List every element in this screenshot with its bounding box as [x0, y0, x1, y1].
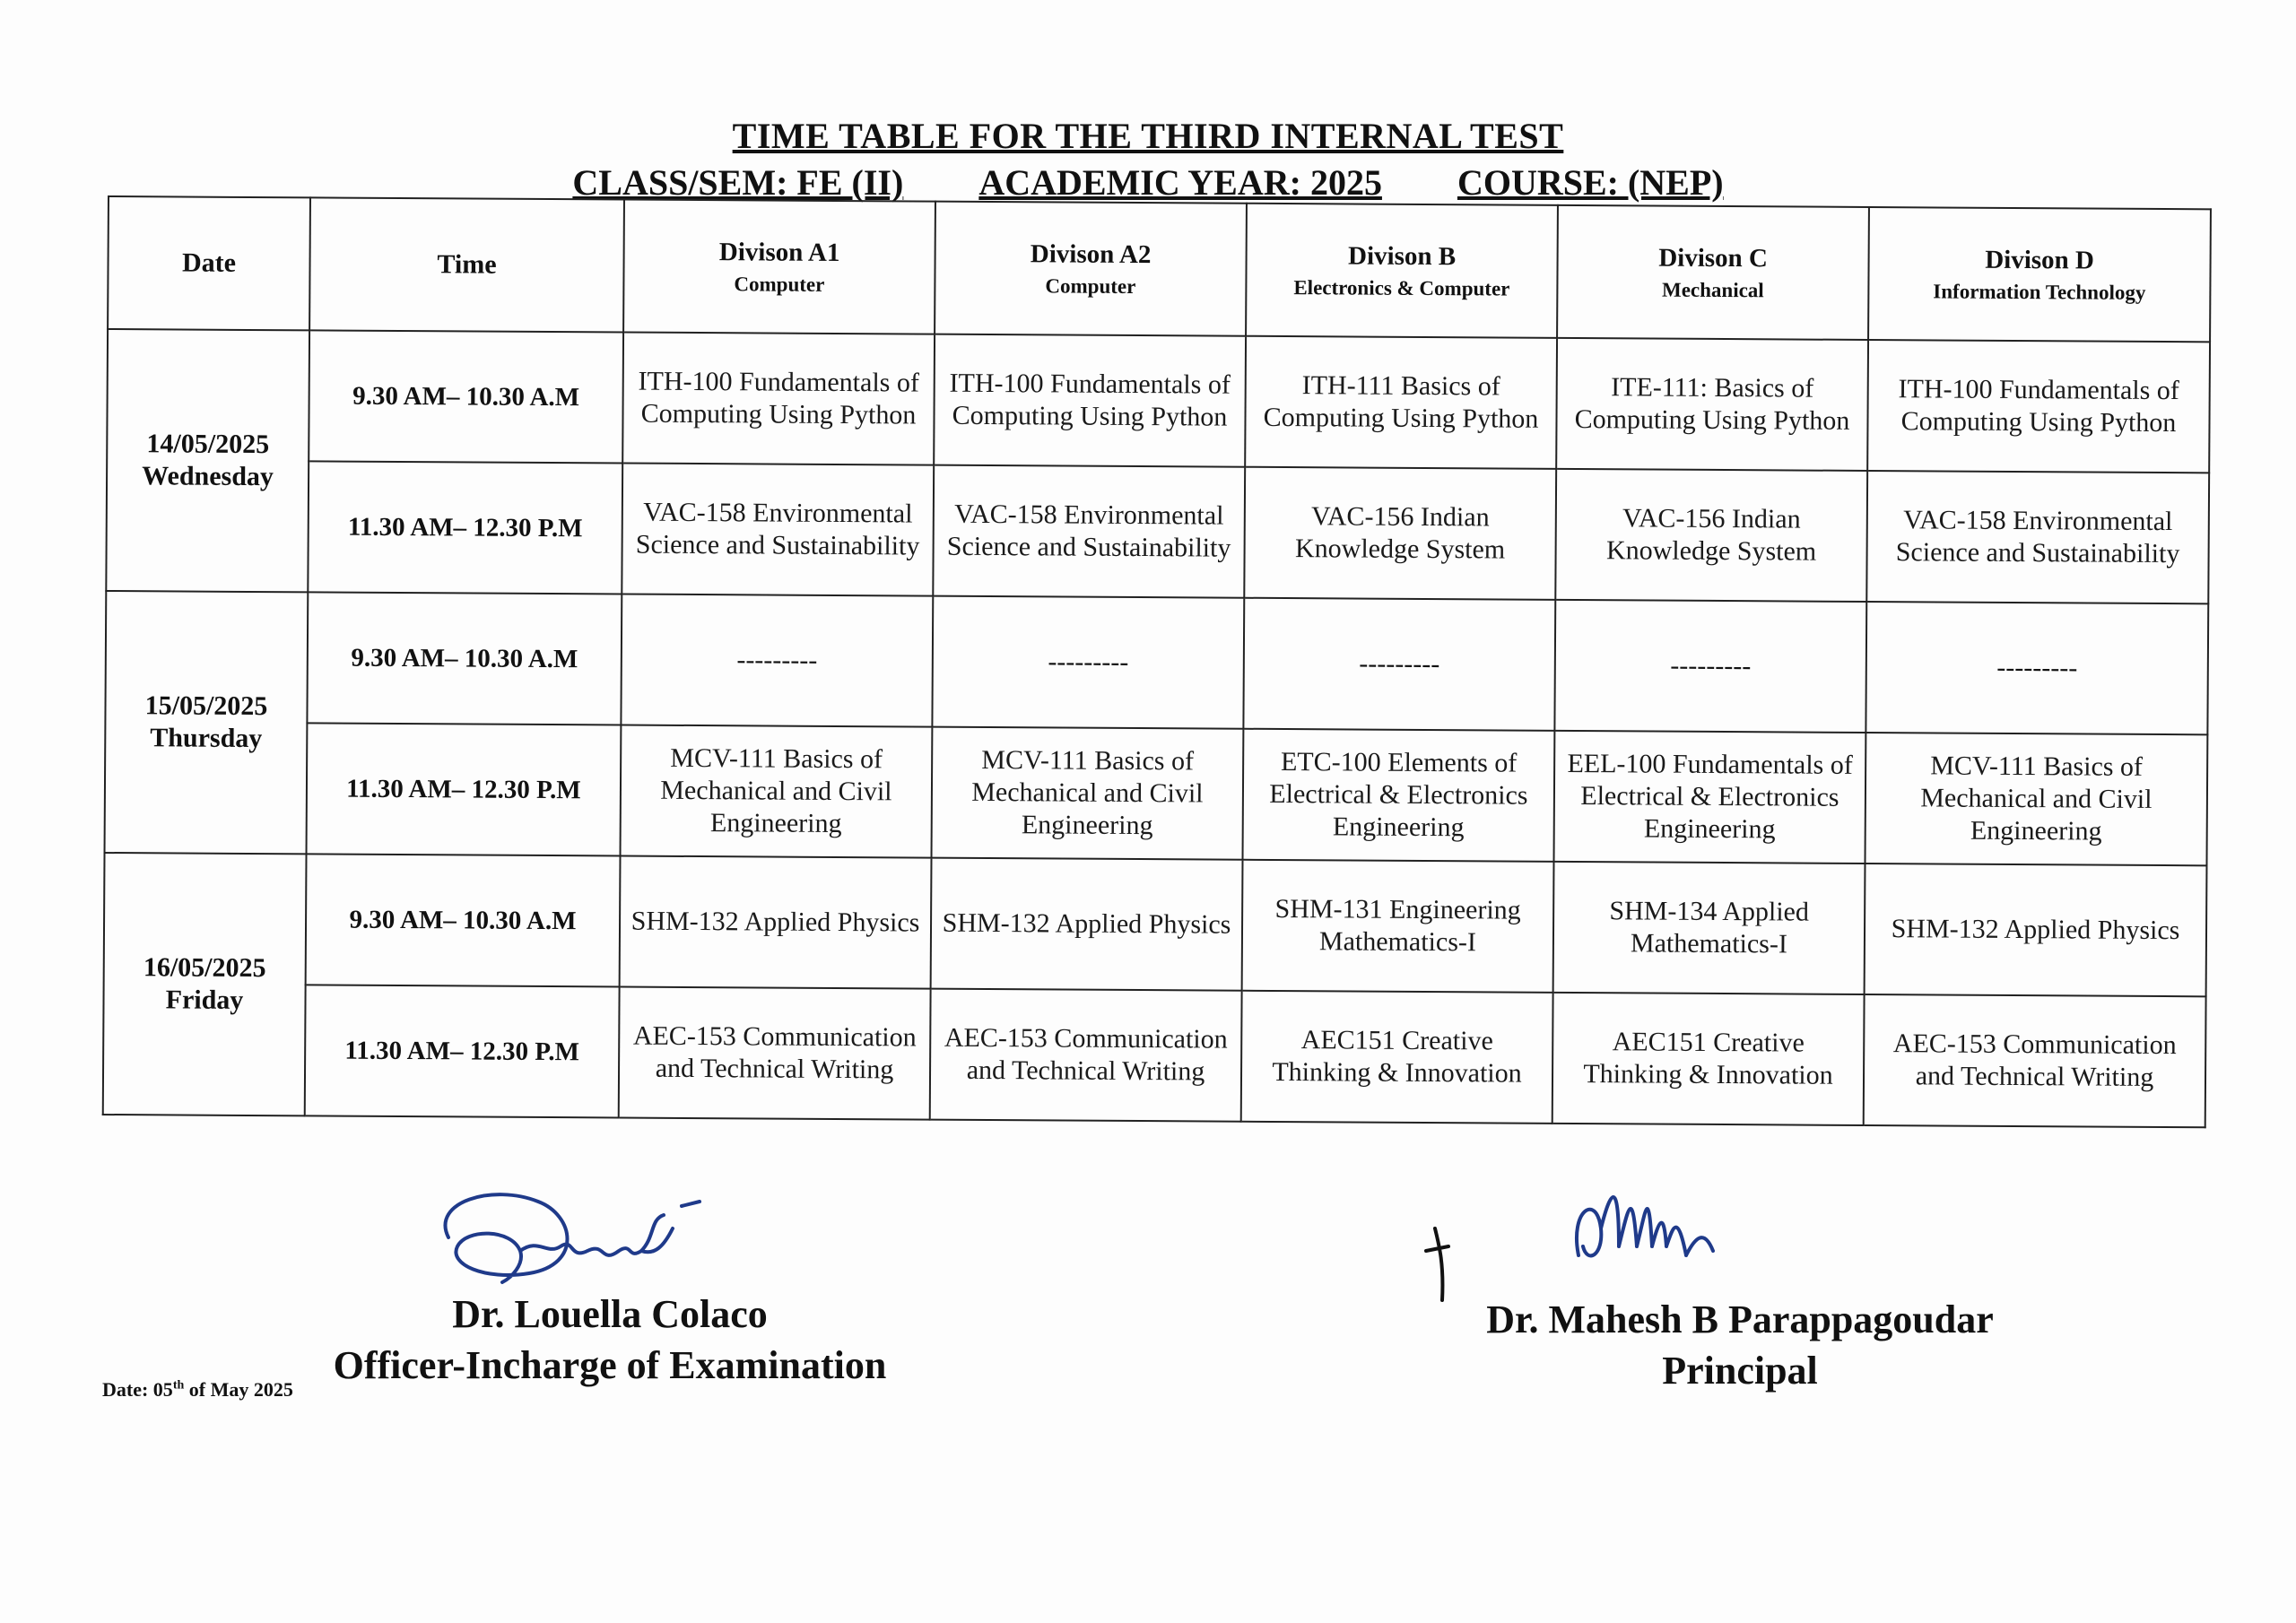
day-value: Wednesday — [142, 461, 274, 492]
division-name: Divison D — [1985, 245, 2095, 275]
table-row — [105, 591, 2208, 734]
signatory-name: Dr. Louella Colaco — [452, 1292, 768, 1336]
timetable — [102, 195, 2212, 1128]
column-header-division — [1246, 204, 1558, 338]
subject-cell: SHM-131 Engineering Mathematics-I — [1242, 860, 1554, 993]
subject-cell: AEC151 Creative Thinking & Innovation — [1552, 993, 1865, 1125]
table-row — [106, 460, 2209, 603]
column-header-date: Date — [108, 196, 310, 330]
academic-year: ACADEMIC YEAR: 2025 — [978, 162, 1382, 203]
division-branch: Computer — [734, 272, 825, 296]
signature-right-image — [1417, 1157, 1794, 1309]
division-branch: Information Technology — [1933, 280, 2146, 304]
subject-cell: ITE-111: Basics of Computing Using Python — [1556, 338, 1868, 471]
empty-slot-cell: --------- — [932, 596, 1244, 729]
issue-date-suffix: of May 2025 — [184, 1378, 293, 1401]
division-branch: Computer — [1045, 273, 1136, 298]
subject-cell: SHM-132 Applied Physics — [620, 856, 932, 989]
subject-cell: VAC-156 Indian Knowledge System — [1244, 467, 1556, 600]
subject-cell: SHM-132 Applied Physics — [931, 858, 1243, 991]
signatory-role: Officer-Incharge of Examination — [333, 1343, 887, 1387]
header-row — [108, 196, 2211, 342]
subject-cell: SHM-134 Applied Mathematics-I — [1553, 862, 1866, 994]
date-value: 15/05/2025 — [144, 690, 268, 722]
column-header-division — [1868, 207, 2211, 342]
signatory-name: Dr. Mahesh B Parappagoudar — [1486, 1298, 1994, 1341]
empty-slot-cell: --------- — [621, 595, 933, 727]
empty-slot-cell: --------- — [1243, 598, 1555, 731]
subject-cell: ETC-100 Elements of Electrical & Electronics Engineering — [1242, 729, 1554, 862]
column-header-division — [1557, 205, 1869, 340]
empty-slot-cell: --------- — [1866, 602, 2208, 734]
division-name: Divison C — [1658, 243, 1769, 273]
course: COURSE: (NEP) — [1457, 162, 1724, 203]
subject-cell: AEC151 Creative Thinking & Innovation — [1241, 991, 1553, 1124]
issue-date — [102, 1378, 293, 1402]
date-cell — [105, 591, 309, 854]
subject-cell: ITH-100 Fundamentals of Computing Using Python — [934, 334, 1246, 467]
column-header-division — [623, 200, 935, 334]
date-value: 16/05/2025 — [143, 952, 266, 984]
subject-cell: VAC-158 Environmental Science and Sustainability — [1866, 471, 2209, 603]
subject-cell: VAC-158 Environmental Science and Sustainability — [622, 464, 934, 596]
page-title: TIME TABLE FOR THE THIRD INTERNAL TEST — [732, 116, 1564, 156]
division-name: Divison B — [1347, 241, 1457, 271]
subject-cell: MCV-111 Basics of Mechanical and Civil Engineering — [621, 725, 933, 858]
table-row — [107, 329, 2210, 473]
time-cell: 11.30 AM– 12.30 P.M — [305, 985, 620, 1117]
subject-cell: ITH-100 Fundamentals of Computing Using Python — [1867, 340, 2210, 473]
time-cell: 11.30 AM– 12.30 P.M — [308, 461, 622, 594]
subject-cell: MCV-111 Basics of Mechanical and Civil Engineering — [932, 727, 1244, 860]
division-branch: Electronics & Computer — [1293, 275, 1510, 300]
division-name: Divison A1 — [718, 237, 840, 267]
issue-date-sup: th — [172, 1378, 185, 1393]
signature-right — [1453, 1297, 2027, 1393]
subject-cell: AEC-153 Communication and Technical Writing — [619, 987, 931, 1120]
class-sem: CLASS/SEM: FE (II) — [572, 162, 904, 203]
day-value: Thursday — [150, 723, 263, 754]
subject-cell: VAC-156 Indian Knowledge System — [1555, 469, 1867, 602]
column-header-time: Time — [309, 197, 624, 332]
subject-cell: VAC-158 Environmental Science and Sustainability — [933, 465, 1245, 598]
date-cell — [103, 853, 307, 1115]
subject-cell: EEL-100 Fundamentals of Electrical & Electronics Engineering — [1553, 731, 1866, 864]
issue-date-prefix: Date: 05 — [102, 1378, 173, 1401]
time-cell: 11.30 AM– 12.30 P.M — [307, 723, 622, 855]
time-cell: 9.30 AM– 10.30 A.M — [307, 592, 622, 725]
time-cell: 9.30 AM– 10.30 A.M — [306, 854, 621, 986]
division-branch: Mechanical — [1661, 278, 1764, 301]
subject-cell: SHM-132 Applied Physics — [1865, 864, 2207, 996]
time-cell: 9.30 AM– 10.30 A.M — [309, 330, 623, 463]
date-cell — [106, 329, 309, 592]
subject-cell: MCV-111 Basics of Mechanical and Civil Engineering — [1865, 733, 2207, 865]
subject-cell: ITH-111 Basics of Computing Using Python — [1245, 336, 1557, 469]
subject-cell: ITH-100 Fundamentals of Computing Using Python — [622, 333, 935, 465]
signature-left-image — [413, 1166, 771, 1309]
column-header-division — [935, 202, 1247, 336]
date-value: 14/05/2025 — [146, 429, 270, 460]
subject-cell: AEC-153 Communication and Technical Writing — [930, 989, 1242, 1122]
table-row — [104, 853, 2207, 996]
signature-left — [305, 1291, 915, 1388]
table-row — [105, 722, 2208, 865]
empty-slot-cell: --------- — [1554, 600, 1866, 733]
division-name: Divison A2 — [1030, 239, 1152, 269]
subject-cell: AEC-153 Communication and Technical Writing — [1864, 994, 2206, 1127]
day-value: Friday — [165, 985, 244, 1015]
signatory-role: Principal — [1662, 1349, 1818, 1393]
table-row — [103, 984, 2206, 1127]
